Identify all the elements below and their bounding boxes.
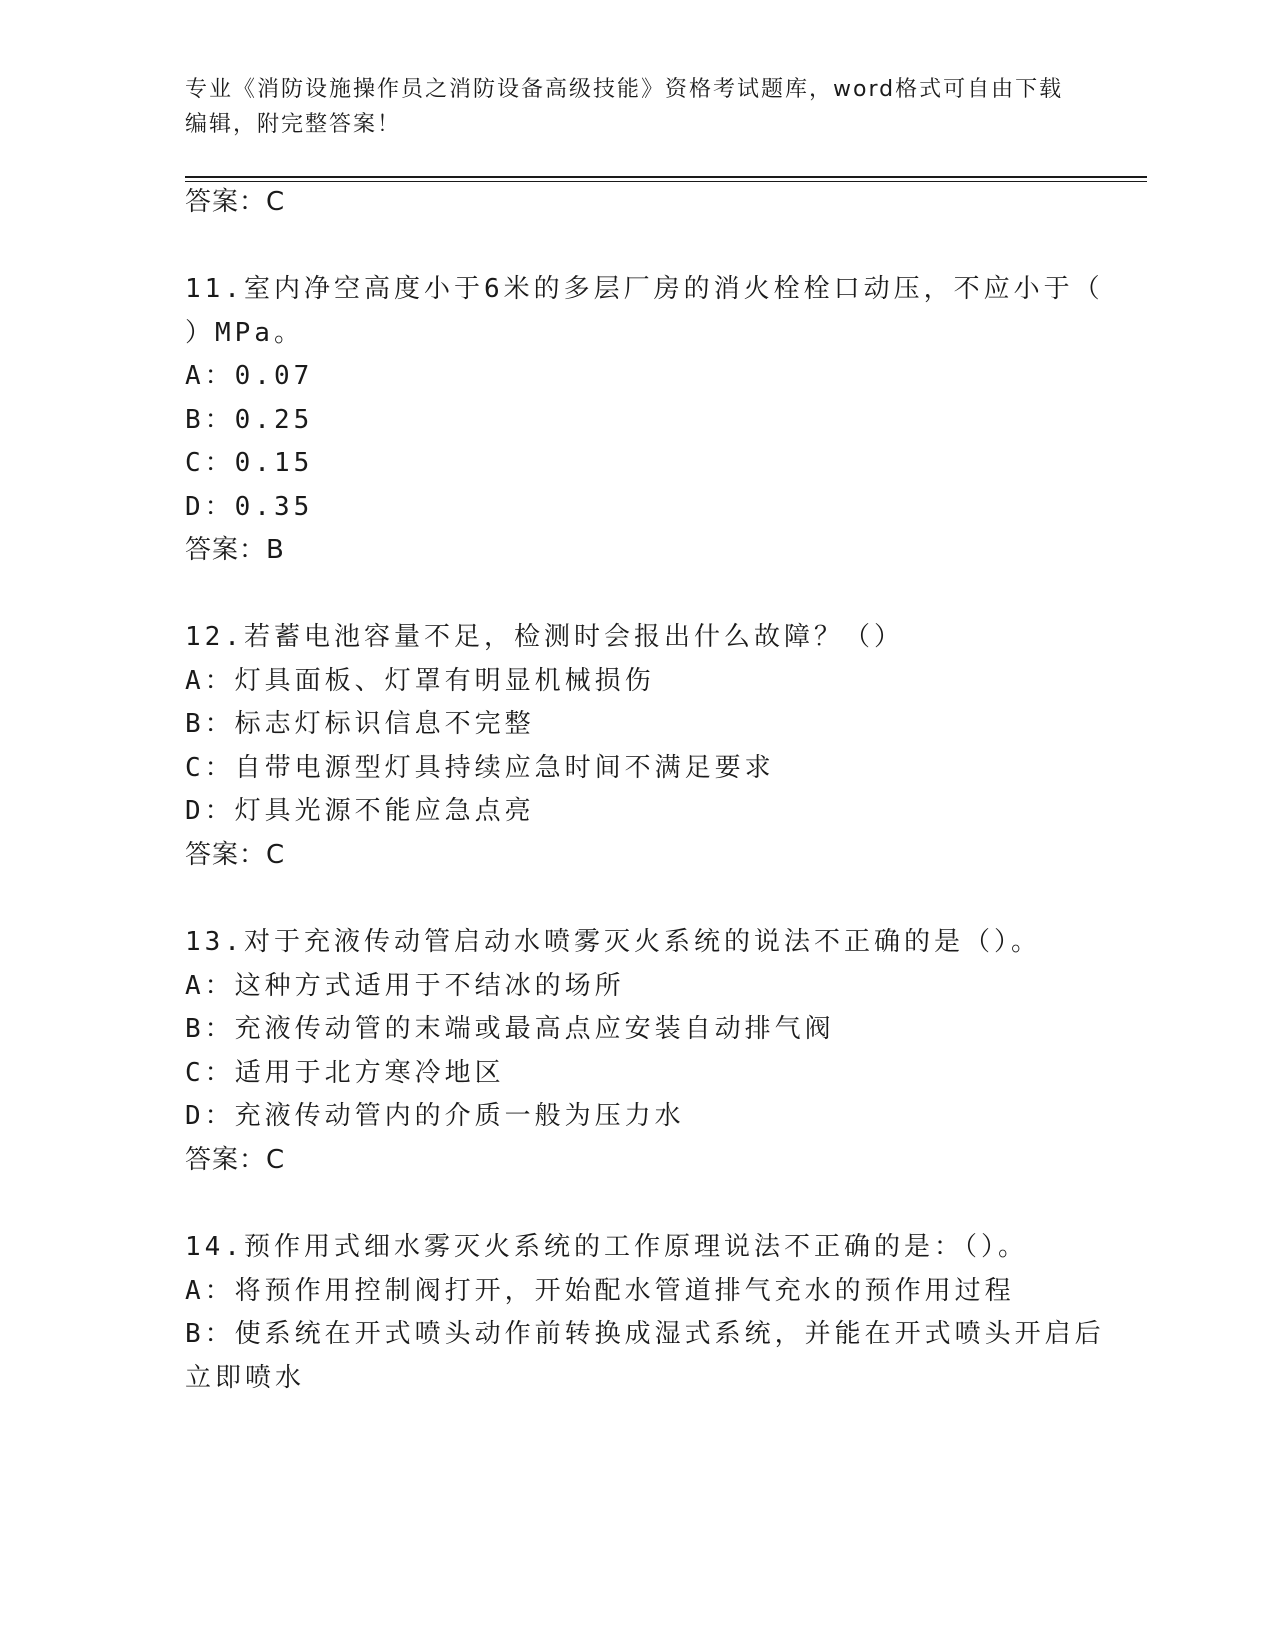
question-11-stem-cont: ）MPa。 <box>185 318 304 348</box>
question-12-option-c: C：自带电源型灯具持续应急时间不满足要求 <box>185 753 775 783</box>
document-header: 专业《消防设施操作员之消防设备高级技能》资格考试题库，word格式可自由下载编辑，附完整答案！ <box>185 77 1064 137</box>
question-12-option-b: B：标志灯标识信息不完整 <box>185 709 535 739</box>
header-rule-thin <box>185 181 1147 182</box>
question-11-option-c: C：0.15 <box>185 448 314 478</box>
question-14-option-b-cont: 立即喷水 <box>185 1363 306 1393</box>
question-13-option-a: A：这种方式适用于不结冰的场所 <box>185 971 625 1001</box>
header-rule <box>185 176 1147 178</box>
question-14-stem: 14.预作用式细水雾灭火系统的工作原理说法不正确的是：（）。 <box>185 1232 1028 1262</box>
question-12-option-a: A：灯具面板、灯罩有明显机械损伤 <box>185 666 655 696</box>
question-13-option-d: D：充液传动管内的介质一般为压力水 <box>185 1101 685 1131</box>
question-11-option-a: A：0.07 <box>185 361 314 391</box>
question-13-option-b: B：充液传动管的末端或最高点应安装自动排气阀 <box>185 1014 835 1044</box>
previous-answer: 答案：C <box>185 187 286 217</box>
question-13-answer: 答案：C <box>185 1145 286 1175</box>
question-13-stem: 13.对于充液传动管启动水喷雾灭火系统的说法不正确的是（）。 <box>185 927 1041 957</box>
question-11-stem: 11.室内净空高度小于6米的多层厂房的消火栓栓口动压，不应小于（ <box>185 274 1104 304</box>
question-11-option-d: D：0.35 <box>185 492 314 522</box>
question-12-stem: 12.若蓄电池容量不足，检测时会报出什么故障？（） <box>185 622 904 652</box>
question-14-option-b: B：使系统在开式喷头动作前转换成湿式系统，并能在开式喷头开启后 <box>185 1319 1105 1349</box>
question-12-answer: 答案：C <box>185 840 286 870</box>
question-13-option-c: C：适用于北方寒冷地区 <box>185 1058 505 1088</box>
question-12-option-d: D：灯具光源不能应急点亮 <box>185 796 535 826</box>
question-11-answer: 答案：B <box>185 535 285 565</box>
question-11-option-b: B：0.25 <box>185 405 314 435</box>
question-14-option-a: A：将预作用控制阀打开，开始配水管道排气充水的预作用过程 <box>185 1276 1015 1306</box>
